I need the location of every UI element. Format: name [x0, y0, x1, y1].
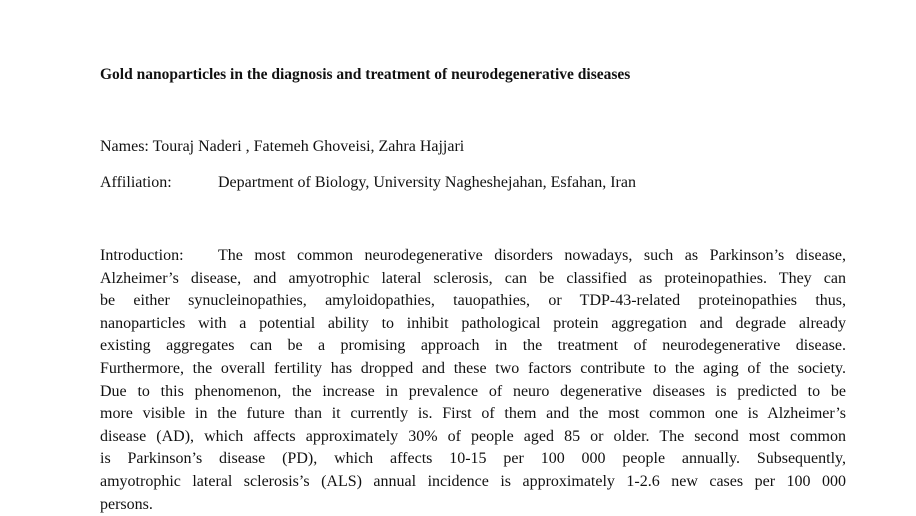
intro-line: persons. [100, 495, 153, 513]
affiliation [100, 174, 636, 192]
intro-line: amyotrophic lateral sclerosis’s (ALS) annual incidence is approximately 1-2.6 new cases per 100 000 [100, 472, 846, 490]
introduction-paragraph [100, 245, 846, 516]
affiliation-value: Department of Biology, University Nagheshejahan, Esfahan, Iran [218, 174, 636, 191]
intro-line: more visible in the future than it currently is. First of them and the most common one is Alzheimer’s [100, 405, 846, 423]
intro-line: nanoparticles with a potential ability to inhibit pathological protein aggregation and degrade already [100, 314, 846, 332]
author-names: Names: Touraj Naderi , Fatemeh Ghoveisi, Zahra Hajjari [100, 138, 465, 155]
intro-line: Furthermore, the overall fertility has dropped and these two factors contribute to the aging of the society. [100, 359, 846, 377]
intro-line: existing aggregates can be a promising approach in the treatment of neurodegenerative disease. [100, 337, 846, 355]
intro-line: be either synucleinopathies, amyloidopathies, tauopathies, or TDP-43-related proteinopathies thus, [100, 292, 846, 310]
affiliation-label: Affiliation: [100, 174, 172, 191]
intro-line: is Parkinson’s disease (PD), which affects 10-15 per 100 000 people annually. Subsequently, [100, 450, 846, 468]
introduction-label: Introduction: [100, 247, 184, 264]
intro-line: Due to this phenomenon, the increase in prevalence of neuro degenerative diseases is predicted to be [100, 382, 846, 400]
intro-line-text: The most common neurodegenerative disorders nowadays, such as Parkinson’s disease, [218, 247, 846, 264]
intro-line [100, 245, 846, 268]
paper-title: Gold nanoparticles in the diagnosis and treatment of neurodegenerative diseases [100, 66, 631, 83]
intro-line: Alzheimer’s disease, and amyotrophic lateral sclerosis, can be classified as proteinopathies. They can [100, 269, 846, 287]
intro-line: disease (AD), which affects approximately 30% of people aged 85 or older. The second most common [100, 427, 846, 445]
